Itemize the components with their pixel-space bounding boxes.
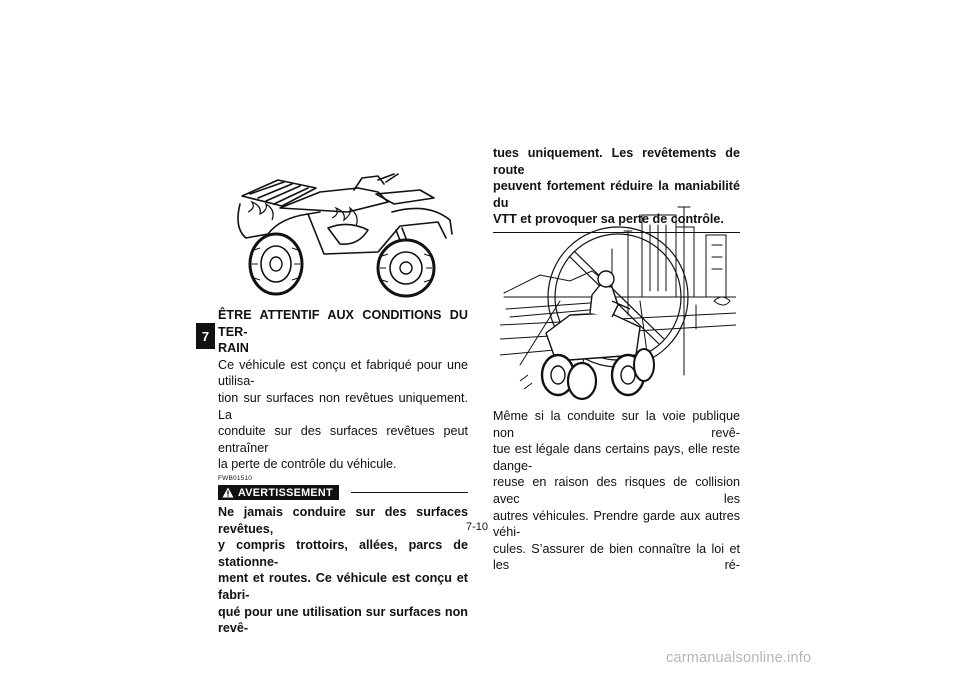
chapter-number: 7 [201,328,210,344]
body-line-1: Ce véhicule est conçu et fabriqué pour une utilisa- [218,357,468,389]
atv-illustration [228,168,466,298]
body-line-4: la perte de contrôle du véhicule. [218,457,397,472]
body-line-3: conduite sur des surfaces revêtues peut entraîner [218,424,468,455]
right-body-line-3: reuse en raison des risques de collision avec les [493,475,740,506]
warning-line-2: y compris trottoirs, allées, parcs de stationne- [218,538,468,569]
warning-rule [351,492,468,493]
watermark: carmanualsonline.info [666,650,812,666]
warning-line-4: qué pour une utilisation sur surfaces non revê- [218,604,468,636]
no-paved-road-illustration [500,205,736,405]
chapter-tab [196,323,215,349]
right-body-line-5: cules. S’assurer de bien connaître la loi et les ré- [493,541,740,573]
warning-code: FWB01510 [218,474,253,482]
right-body-line-1: Même si la conduite sur la voie publique non revê- [493,409,740,440]
body-line-2: tion sur surfaces non revêtues uniquement. La [218,390,468,422]
warning-label: AVERTISSEMENT [238,486,333,499]
warning-cont-line-1: tues uniquement. Les revêtements de route [493,146,740,177]
section-heading-line-2: RAIN [218,341,249,356]
warning-badge [218,485,339,500]
left-column [218,307,468,637]
warning-line-1: Ne jamais conduire sur des surfaces revêtues, [218,504,468,536]
page-number: 7-10 [466,521,489,533]
right-body-line-2: tue est légale dans certains pays, elle reste dange- [493,442,740,473]
warning-cont-line-2: peuvent fortement réduire la maniabilité du [493,179,740,210]
warning-text [218,504,468,637]
right-column-bottom [493,408,740,574]
warning-line-3: ment et routes. Ce véhicule est conçu et fabri- [218,571,468,602]
warning-triangle-icon [222,487,234,498]
warning-cont-line-3: VTT et provoquer sa perte de contrôle. [493,212,724,227]
warning-header [218,485,468,501]
section-heading-line-1: ÊTRE ATTENTIF AUX CONDITIONS DU TER- [218,308,468,339]
right-body-line-4: autres véhicules. Prendre garde aux autres véhi- [493,508,740,540]
